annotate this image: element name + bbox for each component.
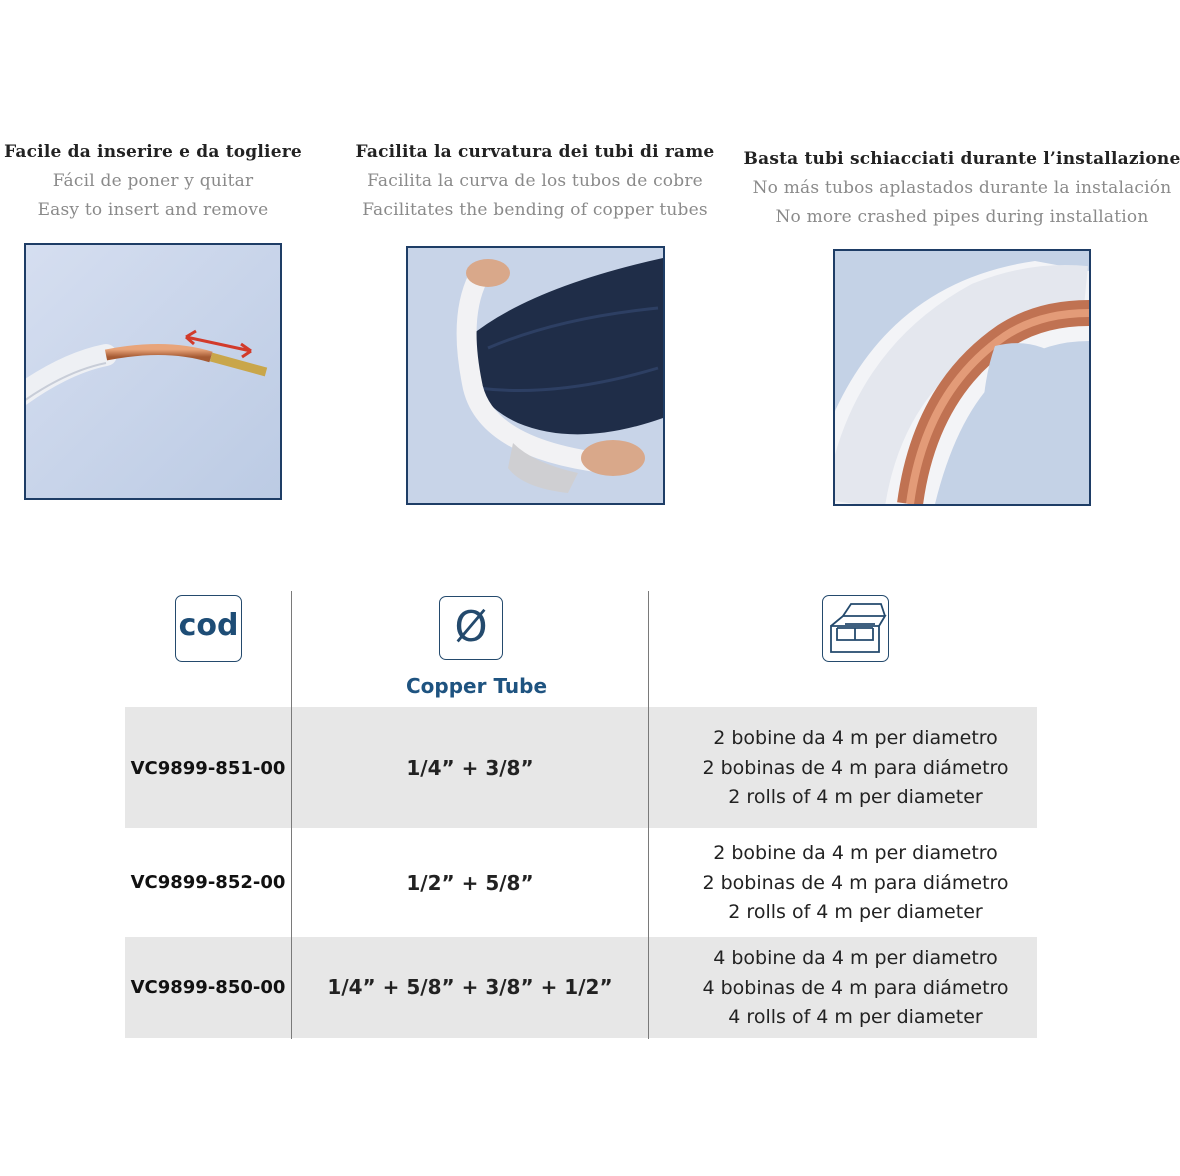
feature-title-it: Facilita la curvatura dei tubi di rame [355,142,715,162]
pack-line-es: 2 bobinas de 4 m para diámetro [702,756,1009,779]
feature-title-es: Fácil de poner y quitar [52,171,254,191]
feature-title-it: Basta tubi schiacciati durante l’installazione [743,149,1180,169]
product-code: VC9899-851-00 [130,758,286,779]
feature-no-crushed [740,145,1180,232]
code-icon-label: cod [178,608,239,643]
pack-line-es: 4 bobinas de 4 m para diámetro [702,976,1009,999]
pack-line-en: 2 rolls of 4 m per diameter [728,901,983,923]
pack-line-it: 2 bobine da 4 m per diametro [713,842,998,864]
pack-line-en: 2 rolls of 4 m per diameter [728,786,983,808]
feature-bending [350,138,720,225]
tube-size: 1/4” + 3/8” [406,756,534,780]
photo-insert-tube [24,243,282,500]
tube-size: 1/2” + 5/8” [406,871,534,895]
code-icon [175,595,242,662]
pack-line-it: 4 bobine da 4 m per diametro [713,947,998,969]
tube-size: 1/4” + 5/8” + 3/8” + 1/2” [327,975,613,999]
feature-title-en: Easy to insert and remove [37,200,269,220]
diameter-symbol: Ø [454,602,488,651]
pack-line-es: 2 bobinas de 4 m para diámetro [702,871,1009,894]
package-content [649,724,1062,813]
package-content [649,839,1062,928]
feature-title-en: No more crashed pipes during installation [775,207,1149,227]
product-code: VC9899-852-00 [130,872,286,893]
feature-insert-remove [0,138,306,225]
pack-line-it: 2 bobine da 4 m per diametro [713,727,998,749]
diameter-icon [439,596,503,660]
pack-line-en: 4 rolls of 4 m per diameter [728,1006,983,1028]
photo-bending-tube [406,246,665,505]
copper-tube-label: Copper Tube [406,674,548,698]
product-code: VC9899-850-00 [130,977,286,998]
feature-title-it: Facile da inserire e da togliere [4,142,302,162]
feature-title-es: No más tubos aplastados durante la instalación [752,178,1172,198]
package-content [649,944,1062,1033]
photo-insulated-pipe [833,249,1091,506]
package-box-icon [822,595,889,662]
feature-title-en: Facilitates the bending of copper tubes [362,200,708,220]
feature-title-es: Facilita la curva de los tubos de cobre [367,171,703,191]
column-divider [291,591,292,1039]
